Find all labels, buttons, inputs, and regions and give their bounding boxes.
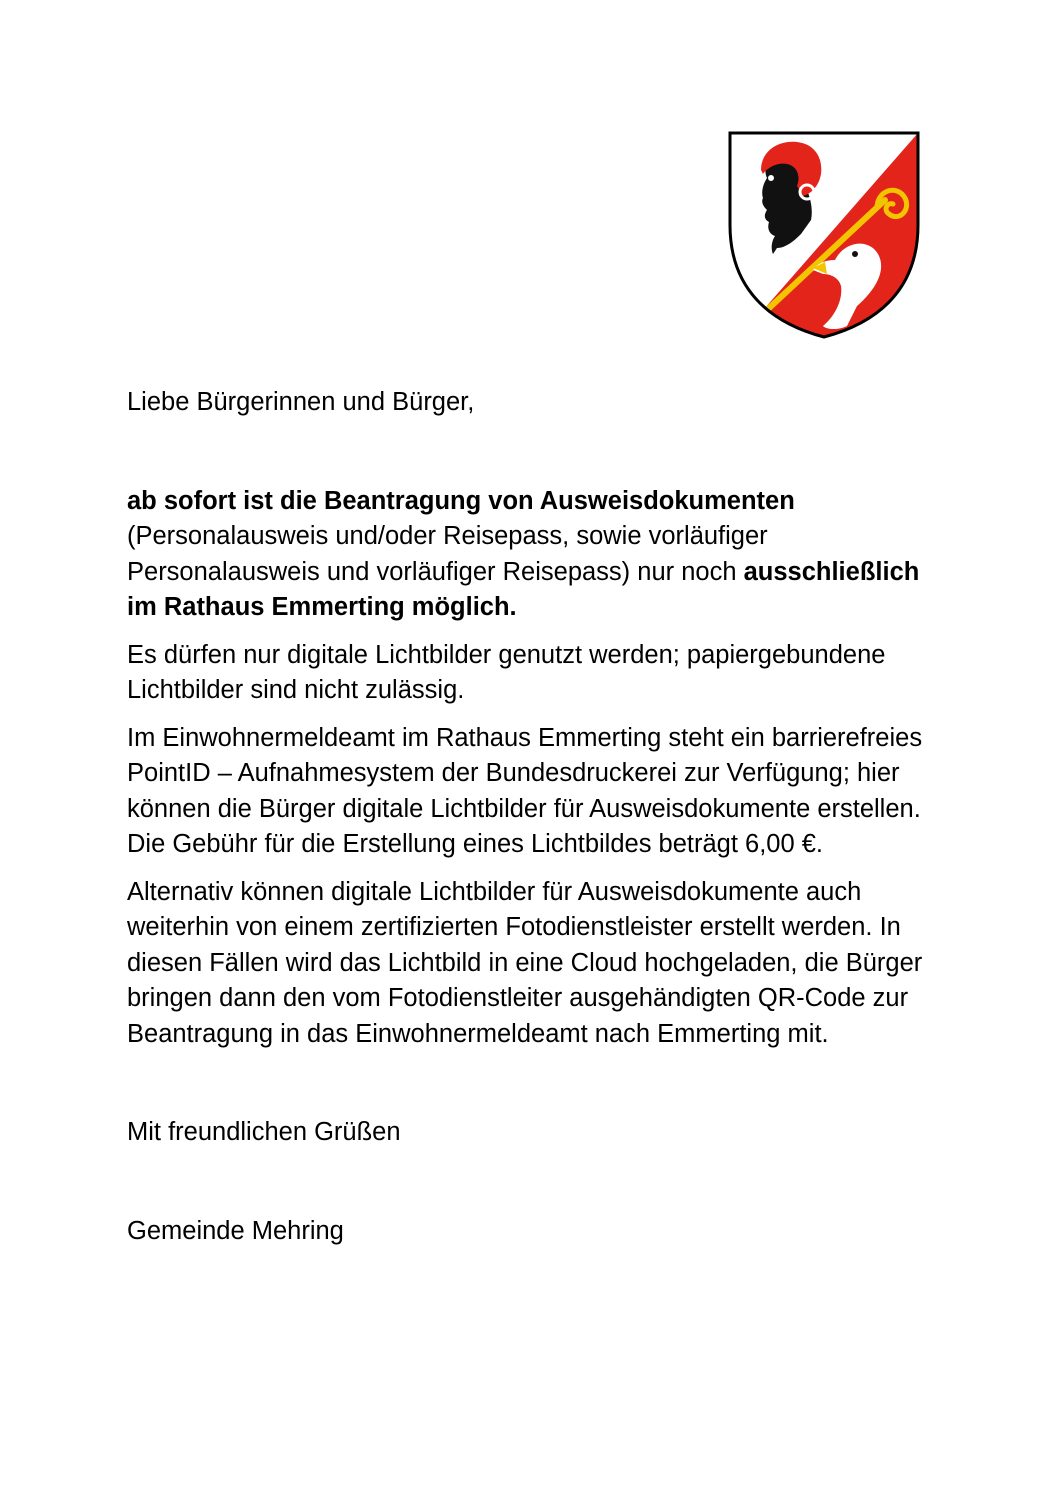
letter-body bbox=[127, 385, 947, 1249]
coat-of-arms-icon bbox=[727, 130, 921, 340]
closing: Mit freundlichen Grüßen bbox=[127, 1118, 401, 1146]
notice-bold-outro: ausschließlich im Rathaus Emmerting möglich. bbox=[127, 557, 920, 621]
notice-bold-intro: ab sofort ist die Beantragung von Ausweisdokumenten bbox=[127, 486, 795, 515]
paragraph-alternative: Alternativ können digitale Lichtbilder für Ausweisdokumente auch weiterhin von einem zertifizierten Fotodienstleister erstellt werden. In diesen Fällen wird das Lichtbild in eine Cloud hochgeladen, die Bürger bringen dann den vom Fotodienstleiter ausgehändigten QR-Code zur Beantragung in das Einwohnermeldeamt nach Emmerting mit. bbox=[127, 877, 923, 1048]
paragraph-pointid-system: Im Einwohnermeldeamt im Rathaus Emmerting steht ein barrierefreies PointID – Aufnahmesystem der Bundesdruckerei zur Verfügung; hier können die Bürger digitale Lichtbilder für Ausweisdokumente erstellen. Die Gebühr für die Erstellung eines Lichtbildes beträgt 6,00 €. bbox=[127, 723, 923, 858]
salutation: Liebe Bürgerinnen und Bürger, bbox=[127, 388, 475, 416]
sender: Gemeinde Mehring bbox=[127, 1216, 344, 1245]
paragraph-application-notice bbox=[127, 484, 947, 626]
notice-text: (Personalausweis und/oder Reisepass, sowie vorläufiger Personalausweis und vorläufiger Reisepass) nur noch bbox=[127, 522, 768, 586]
paragraph-digital-photos: Es dürfen nur digitale Lichtbilder genutzt werden; papiergebundene Lichtbilder sind nicht zulässig. bbox=[127, 640, 886, 704]
